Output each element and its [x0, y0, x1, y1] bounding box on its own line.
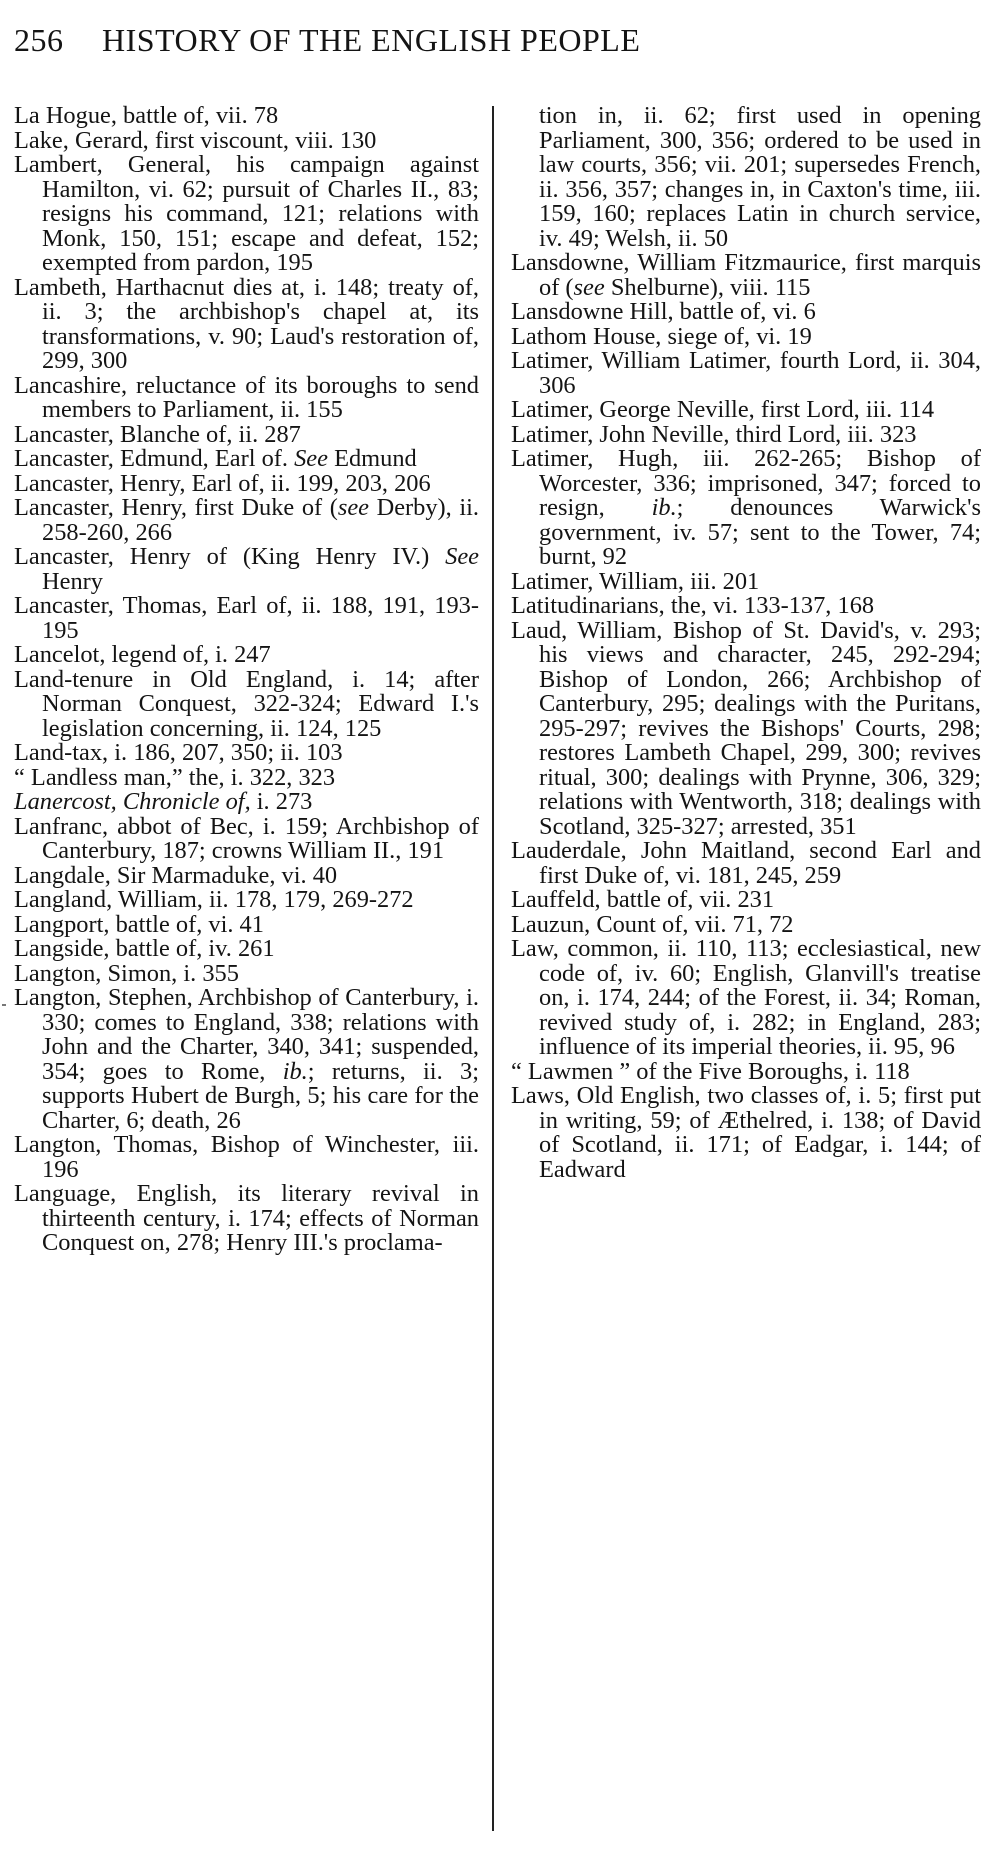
see-reference: see [573, 273, 605, 301]
see-reference: See [294, 445, 328, 472]
index-entry: Lancaster, Thomas, Earl of, ii. 188, 191, 193-195 [14, 592, 479, 644]
index-entry: Langton, Stephen, Archbishop of Canterbury, i. 330; comes to England, 338; relations with John and the Charter, 340, 341; suspended, 354; goes to Rome, ib.; returns, ii. 3; supports Hubert de Burgh, 5; his care for the Charter, 6; death, 26 [14, 984, 479, 1134]
index-entry: Lancashire, reluctance of its boroughs to send members to Parliament, ii. 155 [14, 371, 479, 423]
index-entry: Lanfranc, abbot of Bec, i. 159; Archbishop of Canterbury, 187; crowns William II., 191 [14, 812, 479, 864]
index-column-right [511, 104, 981, 1182]
index-entry: Latimer, William, iii. 201 [511, 567, 760, 595]
index-entry: Lancaster, Henry, Earl of, ii. 199, 203, 206 [14, 469, 431, 497]
index-entry: Latimer, William Latimer, fourth Lord, ii. 304, 306 [511, 347, 981, 399]
index-entry: Lambeth, Harthacnut dies at, i. 148; treaty of, ii. 3; the archbishop's chapel at, its transformations, v. 90; Laud's restoration of, 299, 300 [14, 273, 479, 374]
italic-title: Lanercost, Chronicle of, [14, 788, 251, 815]
index-entry: Lauffeld, battle of, vii. 231 [511, 886, 775, 913]
see-reference: see [337, 494, 369, 521]
index-entry: Laws, Old English, two classes of, i. 5; first put in writing, 59; of Æthelred, i. 138; of David of Scotland, ii. 171; of Eadgar, i. 144; of Eadward [511, 1082, 981, 1183]
index-entry: Land-tax, i. 186, 207, 350; ii. 103 [14, 739, 343, 766]
index-entry: Latimer, John Neville, third Lord, iii. 323 [511, 420, 917, 448]
index-entry: Land-tenure in Old England, i. 14; after Norman Conquest, 322-324; Edward I.'s legislation concerning, ii. 124, 125 [14, 665, 479, 742]
index-entry: Lancaster, Blanche of, ii. 287 [14, 420, 301, 448]
index-entry: Lancaster, Henry, first Duke of (see Derby), ii. 258-260, 266 [14, 494, 479, 546]
index-entry: Langdale, Sir Marmaduke, vi. 40 [14, 861, 338, 889]
index-entry: Langton, Simon, i. 355 [14, 959, 239, 987]
index-entry: Langland, William, ii. 178, 179, 269-272 [14, 886, 414, 913]
index-entry: “ Lawmen ” of the Five Boroughs, i. 118 [511, 1057, 910, 1085]
page-number: 256 [14, 22, 64, 58]
index-entry: Laud, William, Bishop of St. David's, v. 293; his views and character, 245, 292-294; Bishop of London, 266; Archbishop of Canterbury, 295; dealings with the Puritans, 295-297; revives the Bishops' Courts, 298; restores Lambeth Chapel, 299, 300; revives ritual, 300; dealings with Prynne, 306, 329; relations with Wentworth, 318; dealings with Scotland, 325-327; arrested, 351 [511, 616, 981, 840]
index-entry: Langport, battle of, vi. 41 [14, 910, 264, 938]
see-reference: See [445, 543, 479, 570]
margin-speck [2, 1004, 6, 1006]
index-entry: Lauderdale, John Maitland, second Earl and first Duke of, vi. 181, 245, 259 [511, 837, 981, 889]
index-entry: La Hogue, battle of, vii. 78 [14, 102, 279, 129]
index-entry-continuation: tion in, ii. 62; first used in opening Parliament, 300, 356; ordered to be used in law courts, 356; vii. 201; supersedes French, ii. 356, 357; changes in, in Caxton's time, iii. 159, 160; replaces Latin in church service, iv. 49; Welsh, ii. 50 [539, 102, 981, 252]
index-entry: Lansdowne, William Fitzmaurice, first marquis of (see Shelburne), viii. 115 [511, 249, 981, 301]
index-entry: Law, common, ii. 110, 113; ecclesiastical, new code of, iv. 60; English, Glanvill's treatise on, i. 174, 244; of the Forest, ii. 34; Roman, revived study of, i. 282; in England, 283; influence of its imperial theories, ii. 95, 96 [511, 935, 981, 1060]
index-entry: Lanercost, Chronicle of, i. 273 [14, 788, 313, 815]
column-divider [492, 106, 494, 1831]
ibid-reference: ib. [282, 1057, 308, 1085]
index-entry: Lansdowne Hill, battle of, vi. 6 [511, 298, 816, 325]
running-title: HISTORY OF THE ENGLISH PEOPLE [102, 22, 641, 58]
index-entry: Lancaster, Henry of (King Henry IV.) See Henry [14, 543, 479, 595]
index-entry: Lancelot, legend of, i. 247 [14, 641, 271, 668]
index-entry: Lambert, General, his campaign against Hamilton, vi. 62; pursuit of Charles II., 83; resigns his command, 121; relations with Monk, 150, 151; escape and defeat, 152; exempted from pardon, 195 [14, 151, 479, 276]
index-entry: Lake, Gerard, first viscount, viii. 130 [14, 126, 377, 154]
index-entry: Latimer, Hugh, iii. 262-265; Bishop of Worcester, 336; imprisoned, 347; forced to resign, ib.; denounces Warwick's government, iv. 57; sent to the Tower, 74; burnt, 92 [511, 445, 981, 570]
ibid-reference: ib. [651, 494, 677, 521]
running-header [14, 22, 640, 62]
index-entry: Language, English, its literary revival in thirteenth century, i. 174; effects of Norman Conquest on, 278; Henry III.'s proclama- [14, 1180, 479, 1256]
index-entry: “ Landless man,” the, i. 322, 323 [14, 763, 336, 791]
index-entry: Lancaster, Edmund, Earl of. See Edmund [14, 445, 417, 472]
index-entry: Latimer, George Neville, first Lord, iii. 114 [511, 396, 935, 423]
index-entry: Latitudinarians, the, vi. 133-137, 168 [511, 592, 875, 619]
index-entry: Langside, battle of, iv. 261 [14, 935, 275, 962]
index-entry: Lathom House, siege of, vi. 19 [511, 322, 812, 350]
index-entry: Lauzun, Count of, vii. 71, 72 [511, 910, 794, 938]
index-entry: Langton, Thomas, Bishop of Winchester, iii. 196 [14, 1131, 479, 1183]
index-column-left [14, 104, 479, 1256]
